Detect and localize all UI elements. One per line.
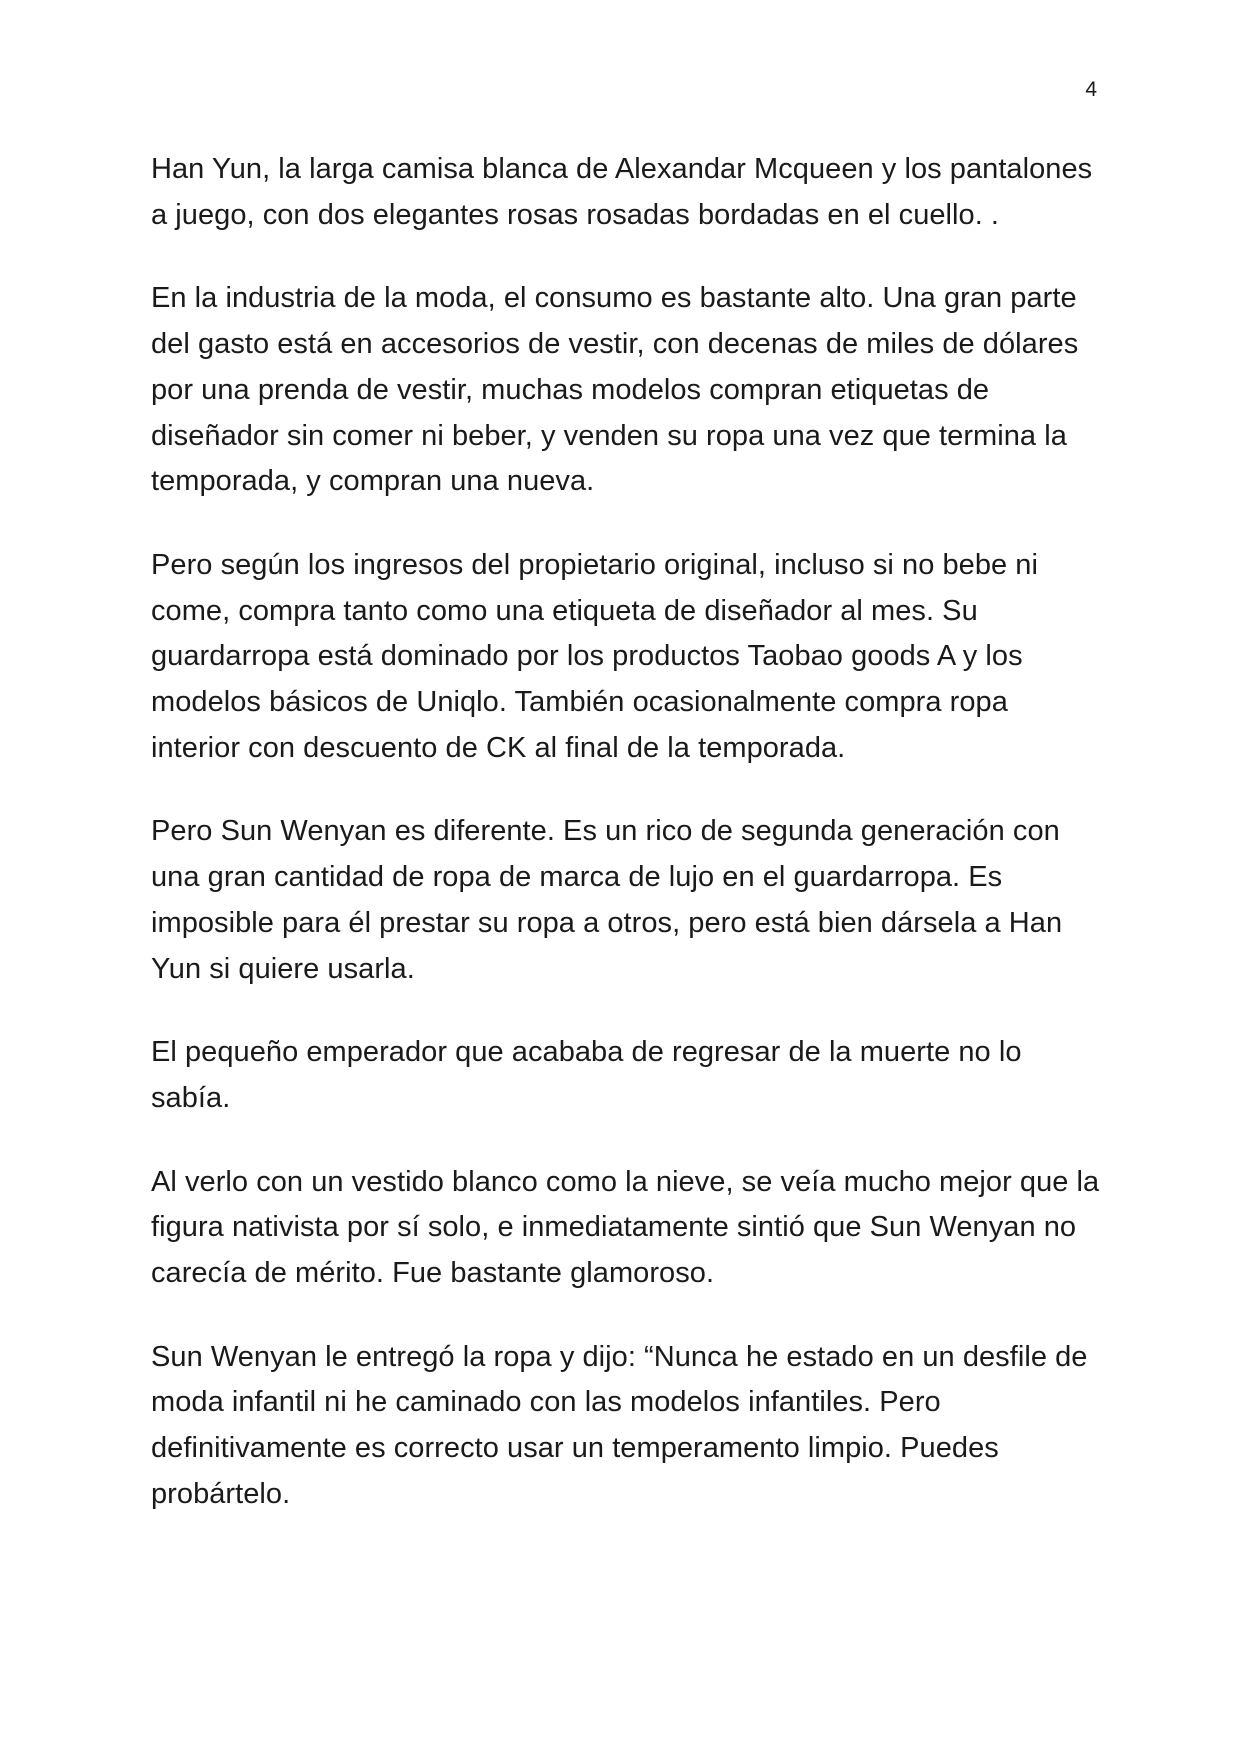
paragraph: El pequeño emperador que acababa de regresar de la muerte no lo sabía. bbox=[151, 1036, 1022, 1114]
body-text bbox=[151, 147, 1101, 1556]
paragraph: Sun Wenyan le entregó la ropa y dijo: “Nunca he estado en un desfile de moda infantil ni he caminado con las modelos infantiles. Pero definitivamente es correcto usar un temperamento limpio. Puedes probártelo. bbox=[151, 1340, 1088, 1510]
paragraph: Pero Sun Wenyan es diferente. Es un rico de segunda generación con una gran cantidad de ropa de marca de lujo en el guardarropa. Es imposible para él prestar su ropa a otros, pero está bien dársela a Han Yun si quiere usarla. bbox=[151, 815, 1063, 985]
paragraph: Han Yun, la larga camisa blanca de Alexandar Mcqueen y los pantalones a juego, con dos elegantes rosas rosadas bordadas en el cuello. . bbox=[151, 153, 1093, 231]
paragraph: Pero según los ingresos del propietario original, incluso si no bebe ni come, compra tanto como una etiqueta de diseñador al mes. Su guardarropa está dominado por los productos Taobao goods A y los modelos básicos de Uniqlo. También ocasionalmente compra ropa interior con descuento de CK al final de la temporada. bbox=[151, 548, 1038, 764]
paragraph: Al verlo con un vestido blanco como la nieve, se veía mucho mejor que la figura nativista por sí solo, e inmediatamente sintió que Sun Wenyan no carecía de mérito. Fue bastante glamoroso. bbox=[151, 1165, 1100, 1290]
paragraph: En la industria de la moda, el consumo es bastante alto. Una gran parte del gasto está en accesorios de vestir, con decenas de miles de dólares por una prenda de vestir, muchas modelos compran etiquetas de diseñador sin comer ni beber, y venden su ropa una vez que termina la temporada, y compran una nueva. bbox=[151, 282, 1079, 498]
page-number: 4 bbox=[1085, 78, 1097, 101]
